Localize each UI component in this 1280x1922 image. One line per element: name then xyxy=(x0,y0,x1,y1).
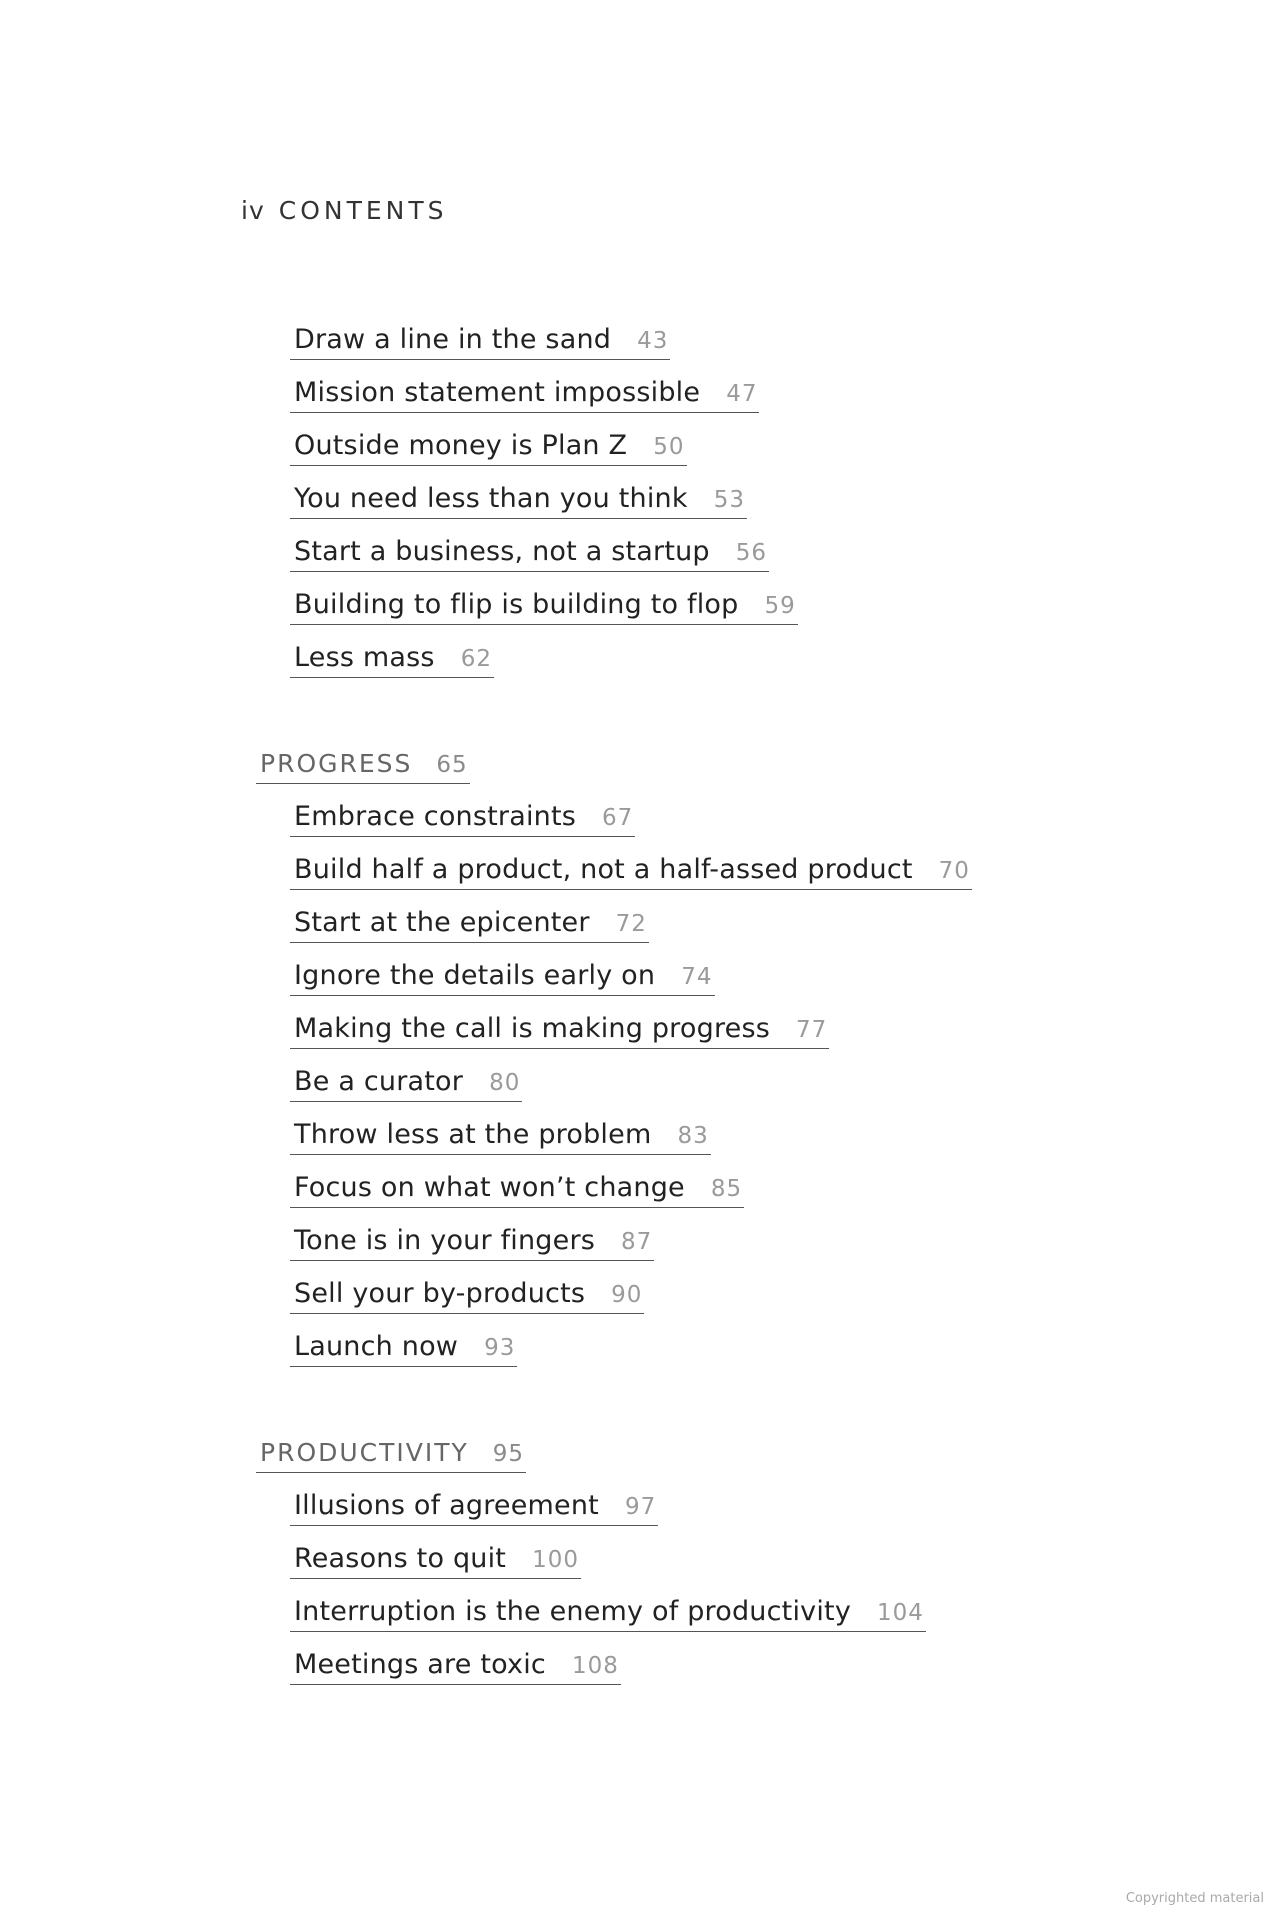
toc-entry-start-a-business-not-a-startup[interactable] xyxy=(290,534,769,572)
toc-entry-page: 100 xyxy=(532,1547,579,1573)
toc-entry-page: 77 xyxy=(796,1017,828,1043)
toc-entry-sell-your-by-products[interactable] xyxy=(290,1276,644,1314)
toc-entry-embrace-constraints[interactable] xyxy=(290,799,635,837)
toc-entry-title: Reasons to quit xyxy=(294,1543,507,1574)
toc-entry-title: Making the call is making progress xyxy=(294,1013,771,1044)
toc-entry-title: Outside money is Plan Z xyxy=(294,430,628,461)
toc-entry-launch-now[interactable] xyxy=(290,1329,517,1367)
toc-entry-page: 90 xyxy=(611,1282,643,1308)
toc-entry-page: 43 xyxy=(637,328,669,354)
toc-entry-title: Draw a line in the sand xyxy=(294,324,612,355)
toc-entry-page: 83 xyxy=(677,1123,709,1149)
running-head xyxy=(241,196,448,225)
toc-entry-title: Focus on what won’t change xyxy=(294,1172,685,1203)
toc-entry-title: Sell your by-products xyxy=(294,1278,586,1309)
toc-entry-page: 93 xyxy=(484,1335,516,1361)
toc-entry-title: Throw less at the problem xyxy=(294,1119,652,1150)
toc-entry-you-need-less-than-you-think[interactable] xyxy=(290,481,747,519)
toc-entry-draw-a-line-in-the-sand[interactable] xyxy=(290,322,670,360)
toc-entry-page: 67 xyxy=(602,805,634,831)
toc-entry-title: Tone is in your fingers xyxy=(294,1225,596,1256)
toc-entry-page: 53 xyxy=(713,487,745,513)
toc-entry-page: 108 xyxy=(571,1653,619,1679)
toc-entry-title: Launch now xyxy=(294,1331,459,1362)
toc-entry-title: Be a curator xyxy=(294,1066,464,1097)
toc-entry-title: Less mass xyxy=(294,642,435,673)
toc-section-page: 65 xyxy=(436,752,468,778)
toc-entry-meetings-are-toxic[interactable] xyxy=(290,1647,621,1685)
toc-section-title: PRODUCTIVITY xyxy=(260,1438,469,1467)
toc-entry-build-half-a-product[interactable] xyxy=(290,852,972,890)
toc-entry-tone-is-in-your-fingers[interactable] xyxy=(290,1223,654,1261)
toc-entry-be-a-curator[interactable] xyxy=(290,1064,522,1102)
toc-entry-title: Ignore the details early on xyxy=(294,960,656,991)
toc-entry-title: Building to flip is building to flop xyxy=(294,589,739,620)
toc-entry-page: 56 xyxy=(735,540,768,566)
copyright-watermark: Copyrighted material xyxy=(1125,1891,1264,1906)
toc-entry-page: 47 xyxy=(726,381,758,407)
toc-section-productivity[interactable] xyxy=(256,1435,526,1473)
toc-entry-title: Start a business, not a startup xyxy=(294,536,710,567)
toc-entry-throw-less-at-the-problem[interactable] xyxy=(290,1117,711,1155)
toc-entry-title: You need less than you think xyxy=(294,483,688,514)
toc-entry-page: 104 xyxy=(877,1600,924,1626)
toc-entry-less-mass[interactable] xyxy=(290,640,494,678)
toc-entry-page: 80 xyxy=(489,1070,521,1096)
toc-entry-making-the-call-is-making-progress[interactable] xyxy=(290,1011,829,1049)
page-title: CONTENTS xyxy=(278,196,448,225)
toc-entry-interruption-is-the-enemy-of-productivity[interactable] xyxy=(290,1594,926,1632)
toc-entry-page: 87 xyxy=(621,1229,653,1255)
toc-entry-title: Embrace constraints xyxy=(294,801,577,832)
toc-entry-illusions-of-agreement[interactable] xyxy=(290,1488,658,1526)
toc-entry-page: 97 xyxy=(624,1494,657,1520)
toc-entry-title: Start at the epicenter xyxy=(294,907,590,938)
toc-entry-page: 74 xyxy=(681,964,713,990)
toc-entry-outside-money-is-plan-z[interactable] xyxy=(290,428,687,466)
toc-entry-ignore-the-details-early-on[interactable] xyxy=(290,958,715,996)
toc-entry-title: Interruption is the enemy of productivity xyxy=(294,1596,851,1627)
toc-section-title: PROGRESS xyxy=(260,749,413,778)
page-folio: iv xyxy=(241,196,265,225)
toc-entry-focus-on-what-wont-change[interactable] xyxy=(290,1170,744,1208)
toc-section-progress[interactable] xyxy=(256,746,470,784)
toc-entry-page: 85 xyxy=(710,1176,743,1202)
toc-entry-title: Meetings are toxic xyxy=(294,1649,546,1680)
toc-entry-start-at-the-epicenter[interactable] xyxy=(290,905,649,943)
toc-entry-page: 59 xyxy=(764,593,796,619)
toc-entry-reasons-to-quit[interactable] xyxy=(290,1541,581,1579)
toc-entry-page: 50 xyxy=(653,434,685,460)
toc-entry-mission-statement-impossible[interactable] xyxy=(290,375,759,413)
toc-entry-page: 62 xyxy=(460,646,492,672)
toc-section-page: 95 xyxy=(492,1441,525,1467)
toc-entry-title: Mission statement impossible xyxy=(294,377,701,408)
toc-entry-title: Illusions of agreement xyxy=(294,1490,599,1521)
toc-entry-page: 72 xyxy=(615,911,647,937)
toc-entry-page: 70 xyxy=(938,858,970,884)
toc-entry-title: Build half a product, not a half-assed product xyxy=(294,854,913,885)
toc-entry-building-to-flip-is-building-to-flop[interactable] xyxy=(290,587,798,625)
